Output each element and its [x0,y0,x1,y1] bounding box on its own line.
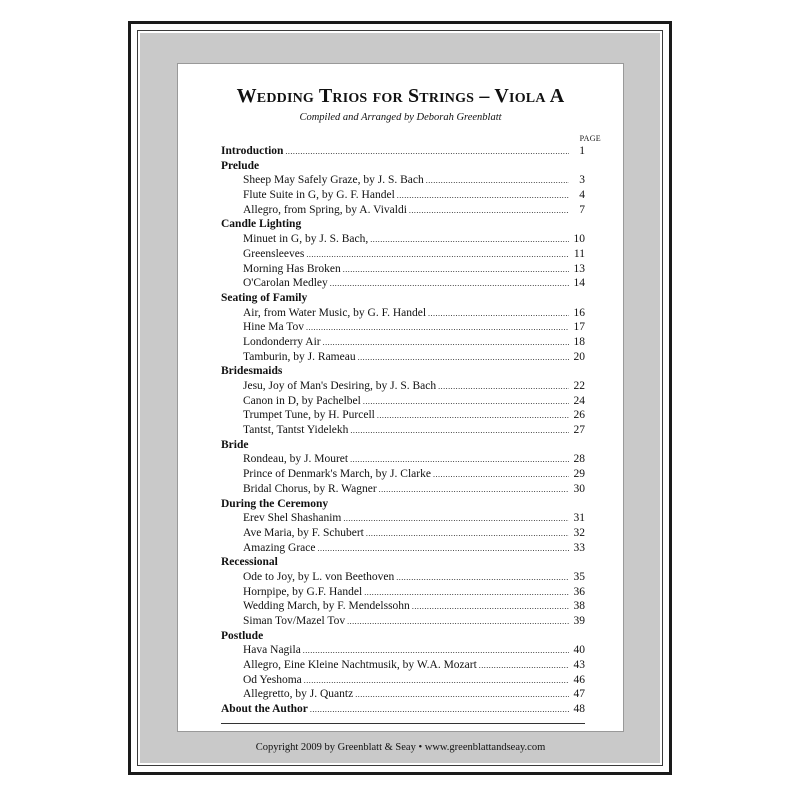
toc-entry-title: Air, from Water Music, by G. F. Handel [243,306,427,319]
toc-entry [221,335,585,350]
dot-leader [366,527,569,542]
toc-entry-page: 13 [573,262,585,275]
document-page [177,63,624,753]
toc-entry-page: 43 [573,659,585,672]
toc-entry-page: 14 [573,277,585,290]
toc-entry-page: 28 [573,453,585,466]
dot-leader [317,542,569,557]
toc-entry-page: 11 [573,247,585,260]
dot-leader [303,644,569,659]
toc-entry-page: 3 [579,174,585,187]
toc-entry-page: 48 [573,703,585,716]
toc-entry-page: 17 [573,321,585,334]
toc-entry [221,687,585,702]
toc-entry-page: 26 [573,409,585,422]
toc-entry-title: Hine Ma Tov [243,321,304,334]
toc-section-heading: Bridesmaids [221,365,283,378]
toc-section-heading: Postlude [221,629,264,642]
dot-leader [438,380,569,395]
toc-entry-title: Rondeau, by J. Mouret [243,453,349,466]
dot-leader [306,248,569,263]
toc-entry [221,262,585,277]
toc-entry-page: 7 [579,203,585,216]
toc-entry-page: 33 [573,541,585,554]
toc-entry-title: Jesu, Joy of Man's Desiring, by J. S. Bach [243,380,437,392]
toc-entry [221,467,585,482]
dot-leader [370,233,569,248]
toc-entry-page: 20 [573,350,585,363]
toc-entry-page: 32 [573,526,585,539]
toc-entry-page: 18 [573,335,585,348]
toc-entry-page: 46 [573,673,585,686]
copyright-footer: Copyright 2009 by Greenblatt & Seay • www.greenblattandseay.com [255,742,546,753]
dot-leader [343,512,569,527]
toc-entry-title: Amazing Grace [243,541,316,554]
toc-entry [221,379,585,394]
dot-leader [350,424,569,439]
toc-entry-title: Introduction [221,145,284,157]
dot-leader [347,615,569,630]
toc-entry-title: Tantst, Tantst Yidelekh [243,424,349,437]
toc-entry-page: 10 [573,233,585,246]
toc-entry [221,173,585,188]
toc-section-heading: Prelude [221,159,260,172]
dot-leader [355,688,569,703]
toc-section-heading: Candle Lighting [221,218,302,231]
toc-entry-title: Greensleeves [243,247,305,260]
dot-leader [343,263,569,278]
toc-entry-title: Erev Shel Shashanim [243,512,342,525]
toc-entry [221,188,585,203]
toc-entry [221,423,585,438]
page-subtitle: Compiled and Arranged by Deborah Greenblatt [299,112,502,123]
toc-top-entry [221,144,585,159]
dot-leader [479,659,569,674]
toc-entry-title: Sheep May Safely Graze, by J. S. Bach [243,174,424,187]
toc-entry [221,394,585,409]
dot-leader [364,586,569,601]
toc-entry [221,247,585,262]
toc-entry-page: 39 [573,615,585,627]
toc-entry [221,585,585,600]
toc-entry-page: 4 [579,189,585,202]
toc-entry [221,673,585,688]
toc-entry-title: Prince of Denmark's March, by J. Clarke [243,468,431,481]
toc-entry-page: 16 [573,306,585,319]
toc-entry [221,203,585,218]
toc-entry-title: Od Yeshoma [243,673,302,686]
toc-entry-title: Ave Maria, by F. Schubert [243,526,364,539]
toc-section-heading: Bride [221,438,249,451]
dot-leader [306,321,569,336]
dot-leader [330,277,569,292]
toc-entry-title: Ode to Joy, by L. von Beethoven [243,570,395,583]
toc-entry-page: 24 [573,394,585,407]
toc-entry-title: Allegro, from Spring, by A. Vivaldi [243,203,407,216]
toc-entry-title: Londonderry Air [243,335,321,348]
toc-entry-title: About the Author [221,703,308,716]
toc-entry [221,511,585,526]
toc-entry-page: 1 [579,145,585,157]
page-column-header: PAGE [579,134,601,143]
toc-section-heading: Seating of Family [221,291,308,304]
toc-entry-page: 27 [573,424,585,437]
toc-entry [221,232,585,247]
toc-entry [221,276,585,291]
dot-leader [323,336,569,351]
dot-leader [363,395,569,410]
dot-leader [310,703,569,718]
dot-leader [377,409,569,424]
dot-leader [304,674,569,689]
dot-leader [397,189,569,204]
dot-leader [350,453,569,468]
toc-entry [221,526,585,541]
toc-entry-title: Morning Has Broken [243,262,341,275]
toc-section-heading: During the Ceremony [221,497,329,510]
footer-divider [221,723,585,724]
toc-entry-title: Allegro, Eine Kleine Nachtmusik, by W.A. Mozart [243,659,477,672]
toc-entry-page: 30 [573,482,585,495]
page-title: Wedding Trios for Strings – Viola A [236,85,565,107]
toc-entry-page: 38 [573,600,585,613]
dot-leader [396,571,569,586]
toc-entry-title: Flute Suite in G, by G. F. Handel [243,189,395,202]
toc-entry-title: Canon in D, by Pachelbel [243,394,361,407]
dot-leader [285,145,569,160]
toc-entry-title: Trumpet Tune, by H. Purcell [243,409,375,422]
toc-section-heading: Recessional [221,556,278,569]
toc-entry-title: Allegretto, by J. Quantz [243,688,354,701]
dot-leader [409,204,569,219]
toc-entry-title: O'Carolan Medley [243,277,328,290]
toc-entry-page: 47 [573,688,585,701]
table-of-contents [221,144,585,717]
toc-entry-page: 22 [573,380,585,392]
toc-entry-title: Hornpipe, by G.F. Handel [243,585,363,598]
toc-entry-title: Minuet in G, by J. S. Bach, [243,233,369,246]
toc-entry-page: 35 [573,570,585,583]
toc-entry-title: Tamburin, by J. Rameau [243,350,356,363]
toc-entry [221,320,585,335]
toc-entry-title: Bridal Chorus, by R. Wagner [243,482,377,495]
toc-entry-page: 31 [573,512,585,525]
toc-entry [221,614,585,629]
toc-entry [221,541,585,556]
toc-entry [221,658,585,673]
toc-entry [221,570,585,585]
dot-leader [428,307,569,322]
toc-entry [221,350,585,365]
dot-leader [379,483,569,498]
toc-entry [221,599,585,614]
dot-leader [426,174,569,189]
toc-entry [221,643,585,658]
toc-entry [221,306,585,321]
toc-entry-title: Wedding March, by F. Mendelssohn [243,600,410,613]
dot-leader [358,351,569,366]
toc-entry [221,408,585,423]
dot-leader [433,468,569,483]
dot-leader [412,600,569,615]
toc-entry [221,482,585,497]
toc-entry-page: 40 [573,644,585,657]
toc-top-entry [221,702,585,717]
toc-entry-page: 29 [573,468,585,481]
toc-entry-page: 36 [573,585,585,598]
toc-entry-title: Siman Tov/Mazel Tov [243,615,346,627]
toc-entry-title: Hava Nagila [243,644,301,657]
toc-entry [221,452,585,467]
